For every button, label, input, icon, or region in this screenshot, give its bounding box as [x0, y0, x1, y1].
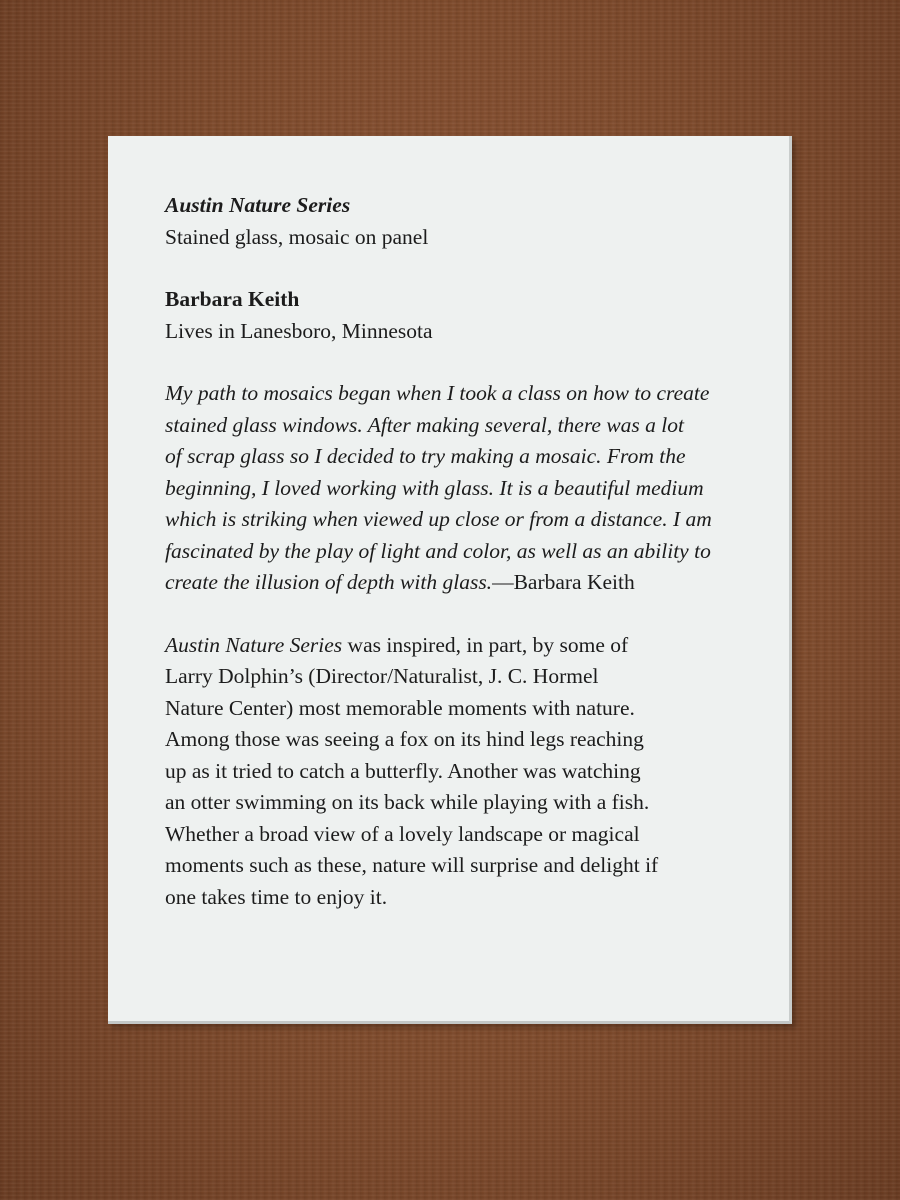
- label-text-block: [165, 190, 745, 913]
- artist-residence: Lives in Lanesboro, Minnesota: [165, 318, 433, 343]
- statement-line: beginning, I loved working with glass. It is a beautiful medium: [165, 475, 704, 500]
- description-line: Among those was seeing a fox on its hind legs reaching: [165, 727, 644, 751]
- artist-statement: [165, 378, 745, 599]
- description-line: one takes time to enjoy it.: [165, 884, 388, 909]
- spacer: [165, 253, 745, 284]
- description-line-first: [165, 630, 745, 662]
- artwork-medium: Stained glass, mosaic on panel: [165, 224, 429, 249]
- description-line: an otter swimming on its back while playing with a fish.: [165, 790, 650, 814]
- description-line: Larry Dolphin’s (Director/Naturalist, J. C. Hormel: [165, 664, 599, 688]
- description-line: Whether a broad view of a lovely landscape or magical: [165, 821, 640, 846]
- description-artwork-title: Austin Nature Series: [165, 632, 343, 657]
- description-line: up as it tried to catch a butterfly. Another was watching: [165, 758, 641, 783]
- description-line: Nature Center) most memorable moments with nature.: [165, 695, 635, 720]
- museum-label-card: [108, 136, 792, 1024]
- statement-line: of scrap glass so I decided to try making a mosaic. From the: [165, 444, 686, 468]
- description-line-text: was inspired, in part, by some of: [342, 632, 629, 657]
- statement-line: which is striking when viewed up close or from a distance. I am: [165, 507, 712, 531]
- description-line: moments such as these, nature will surprise and delight if: [165, 853, 659, 877]
- statement-line: My path to mosaics began when I took a class on how to create: [165, 381, 710, 405]
- statement-line: stained glass windows. After making several, there was a lot: [165, 412, 684, 437]
- spacer: [165, 599, 745, 630]
- statement-attribution: —Barbara Keith: [492, 570, 635, 594]
- statement-line: fascinated by the play of light and color, as well as an ability to: [165, 538, 711, 563]
- artwork-description: [165, 630, 745, 914]
- statement-line-text: create the illusion of depth with glass.: [165, 570, 493, 594]
- statement-line-last: [165, 567, 745, 599]
- artwork-title: Austin Nature Series: [165, 193, 351, 217]
- artist-name: Barbara Keith: [165, 287, 300, 311]
- spacer: [165, 347, 745, 378]
